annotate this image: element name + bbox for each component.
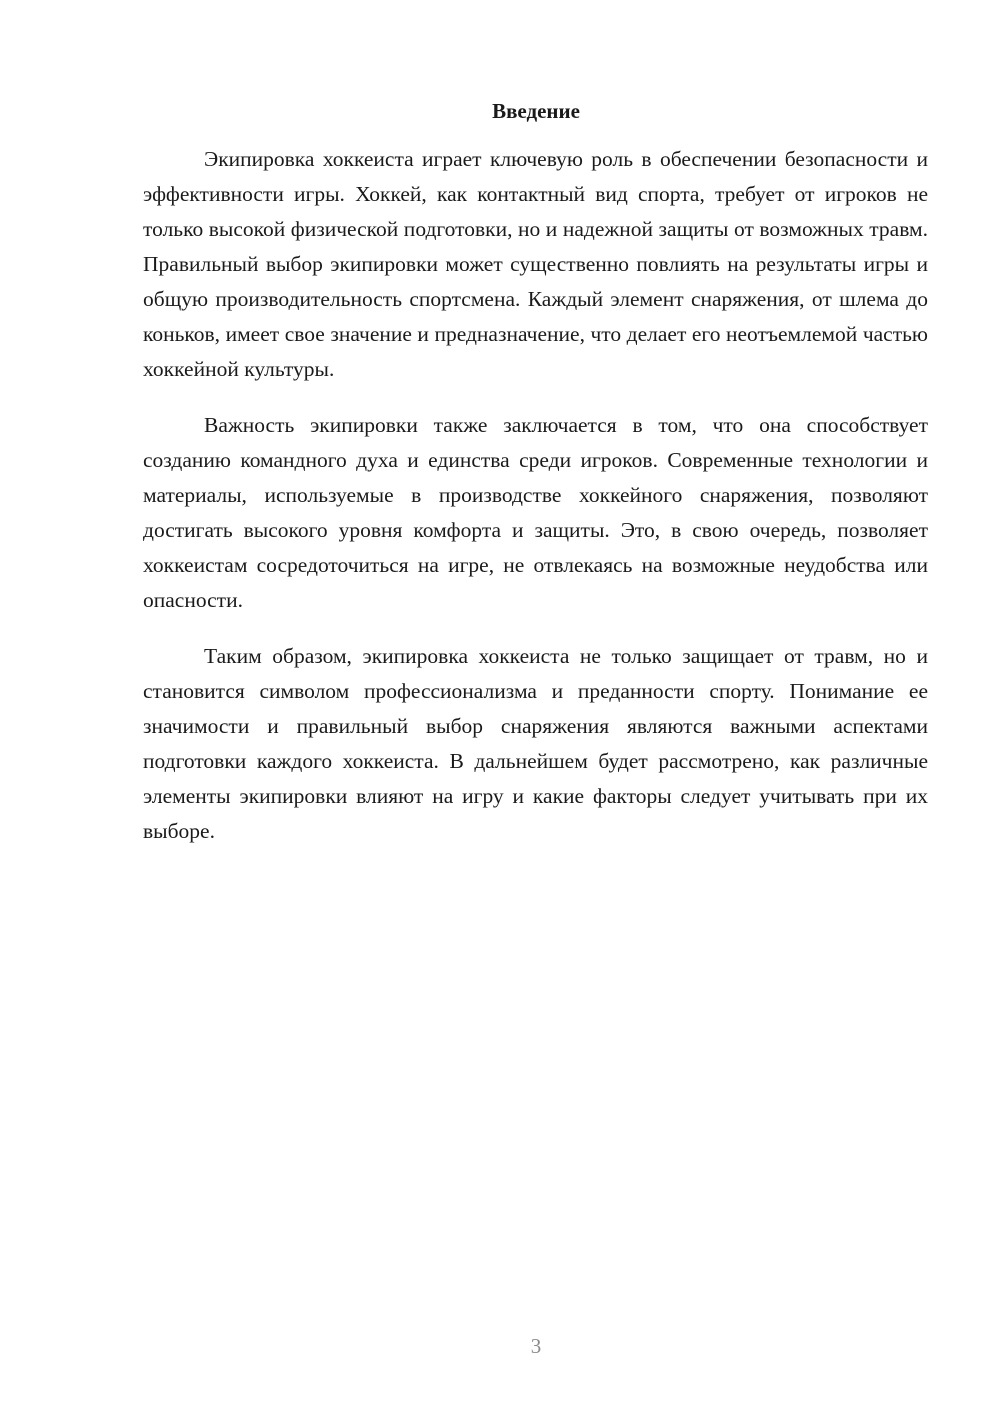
page-number: 3 [530, 1334, 542, 1358]
paragraph-2: Важность экипировки также заключается в том, что она способствует созданию командного духа и единства среди игроков. Современные технологии и материалы, используемые в производстве хоккейного снаряжения, позволяют достигать высокого уровня комфорта и защиты. Это, в свою очередь, позволяет хоккеистам сосредоточиться на игре, не отвлекаясь на возможные неудобства или опасности. [143, 413, 928, 612]
section-title: Введение [492, 99, 580, 123]
paragraph-3: Таким образом, экипировка хоккеиста не только защищает от травм, но и становится символом профессионализма и преданности спорту. Понимание ее значимости и правильный выбор снаряжения являются важными аспектами подготовки каждого хоккеиста. В дальнейшем будет рассмотрено, как различные элементы экипировки влияют на игру и какие факторы следует учитывать при их выборе. [143, 644, 928, 843]
body-text [143, 142, 928, 870]
paragraph-1: Экипировка хоккеиста играет ключевую роль в обеспечении безопасности и эффективности игры. Хоккей, как контактный вид спорта, требует от игроков не только высокой физической подготовки, но и надежной защиты от возможных травм. Правильный выбор экипировки может существенно повлиять на результаты игры и общую производительность спортсмена. Каждый элемент снаряжения, от шлема до коньков, имеет свое значение и предназначение, что делает его неотъемлемой частью хоккейной культуры. [143, 147, 928, 381]
